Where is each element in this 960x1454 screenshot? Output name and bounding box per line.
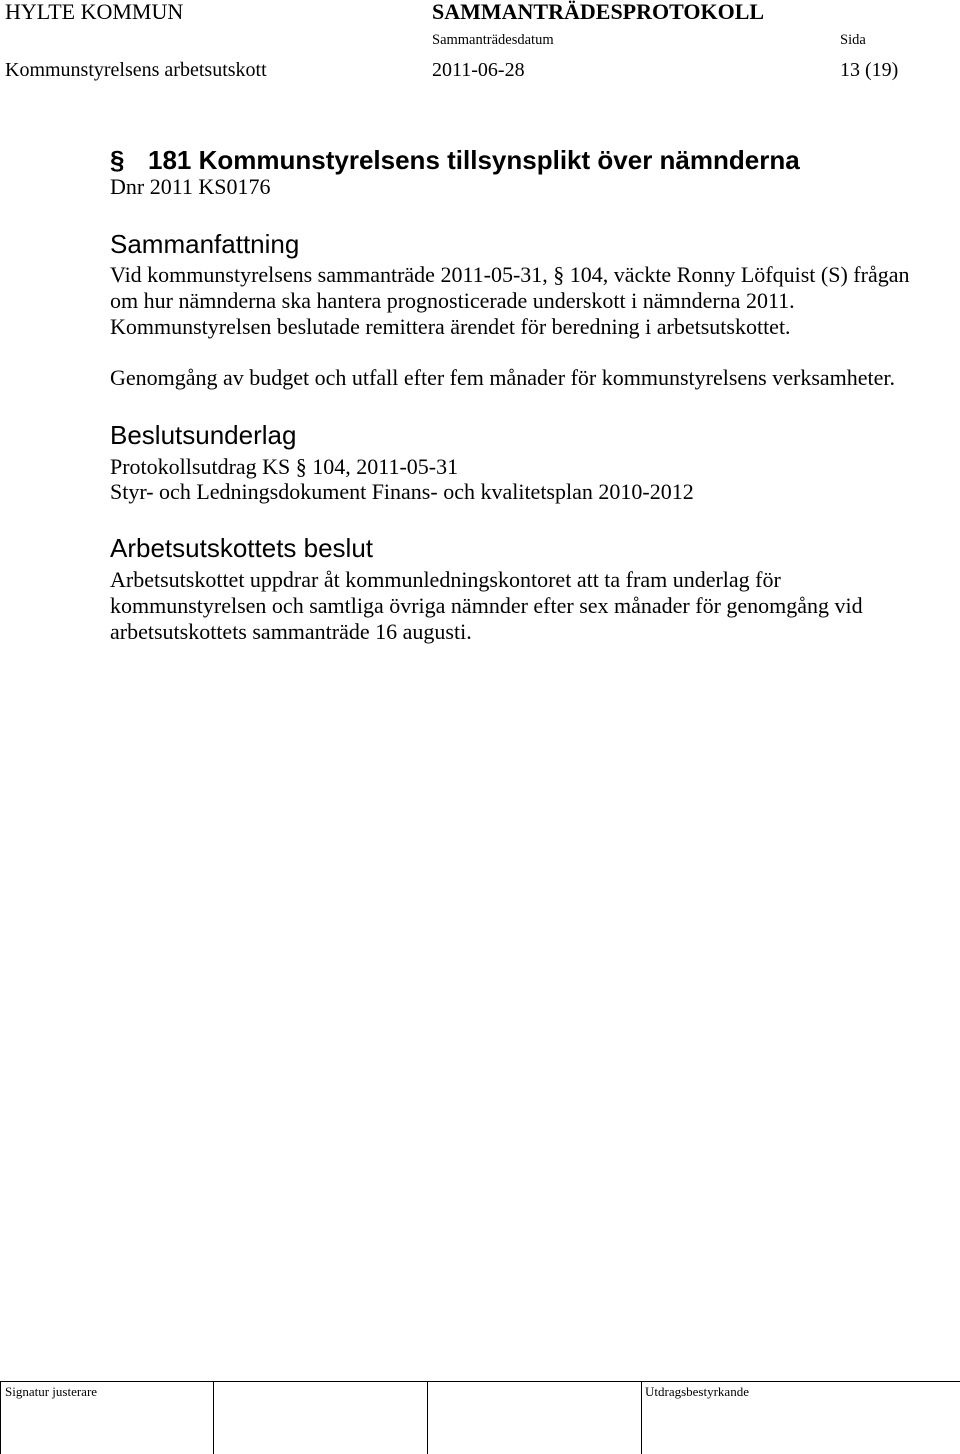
- meeting-date: 2011-06-28: [432, 59, 525, 81]
- case-number: Dnr 2011 KS0176: [110, 174, 271, 199]
- summary-line: om hur nämnderna ska hantera prognosticerade underskott i nämnderna 2011.: [110, 288, 795, 313]
- signature-cell: [213, 1381, 427, 1454]
- organization-name: HYLTE KOMMUN: [5, 0, 184, 24]
- summary-line: Kommunstyrelsen beslutade remittera ärendet för beredning i arbetsutskottet.: [110, 314, 791, 339]
- basis-item: Protokollsutdrag KS § 104, 2011-05-31: [110, 454, 459, 479]
- document-type: SAMMANTRÄDESPROTOKOLL: [432, 0, 765, 24]
- page-number: 13 (19): [840, 59, 899, 81]
- section-symbol: §: [110, 145, 125, 175]
- decision-line: Arbetsutskottet uppdrar åt kommunledningskontoret att ta fram underlag för: [110, 567, 781, 592]
- decision-heading: Arbetsutskottets beslut: [110, 533, 374, 563]
- signature-label: Signatur justerare: [5, 1384, 98, 1399]
- committee-name: Kommunstyrelsens arbetsutskott: [5, 59, 267, 81]
- basis-heading: Beslutsunderlag: [110, 420, 297, 450]
- signature-cell: [427, 1381, 641, 1454]
- basis-item: Styr- och Ledningsdokument Finans- och kvalitetsplan 2010-2012: [110, 479, 694, 504]
- summary-paragraph-2: Genomgång av budget och utfall efter fem månader för kommunstyrelsens verksamheter.: [110, 365, 896, 390]
- meeting-date-label: Sammanträdesdatum: [432, 32, 554, 48]
- section-title: 181 Kommunstyrelsens tillsynsplikt över nämnderna: [148, 145, 800, 175]
- decision-line: arbetsutskottets sammanträde 16 augusti.: [110, 619, 472, 644]
- page-label: Sida: [840, 32, 866, 48]
- decision-line: kommunstyrelsen och samtliga övriga nämnder efter sex månader för genomgång vid: [110, 593, 863, 618]
- summary-line: Vid kommunstyrelsens sammanträde 2011-05-31, § 104, väckte Ronny Löfquist (S) frågan: [110, 262, 910, 287]
- certification-label: Utdragsbestyrkande: [645, 1384, 749, 1399]
- summary-heading: Sammanfattning: [110, 229, 300, 259]
